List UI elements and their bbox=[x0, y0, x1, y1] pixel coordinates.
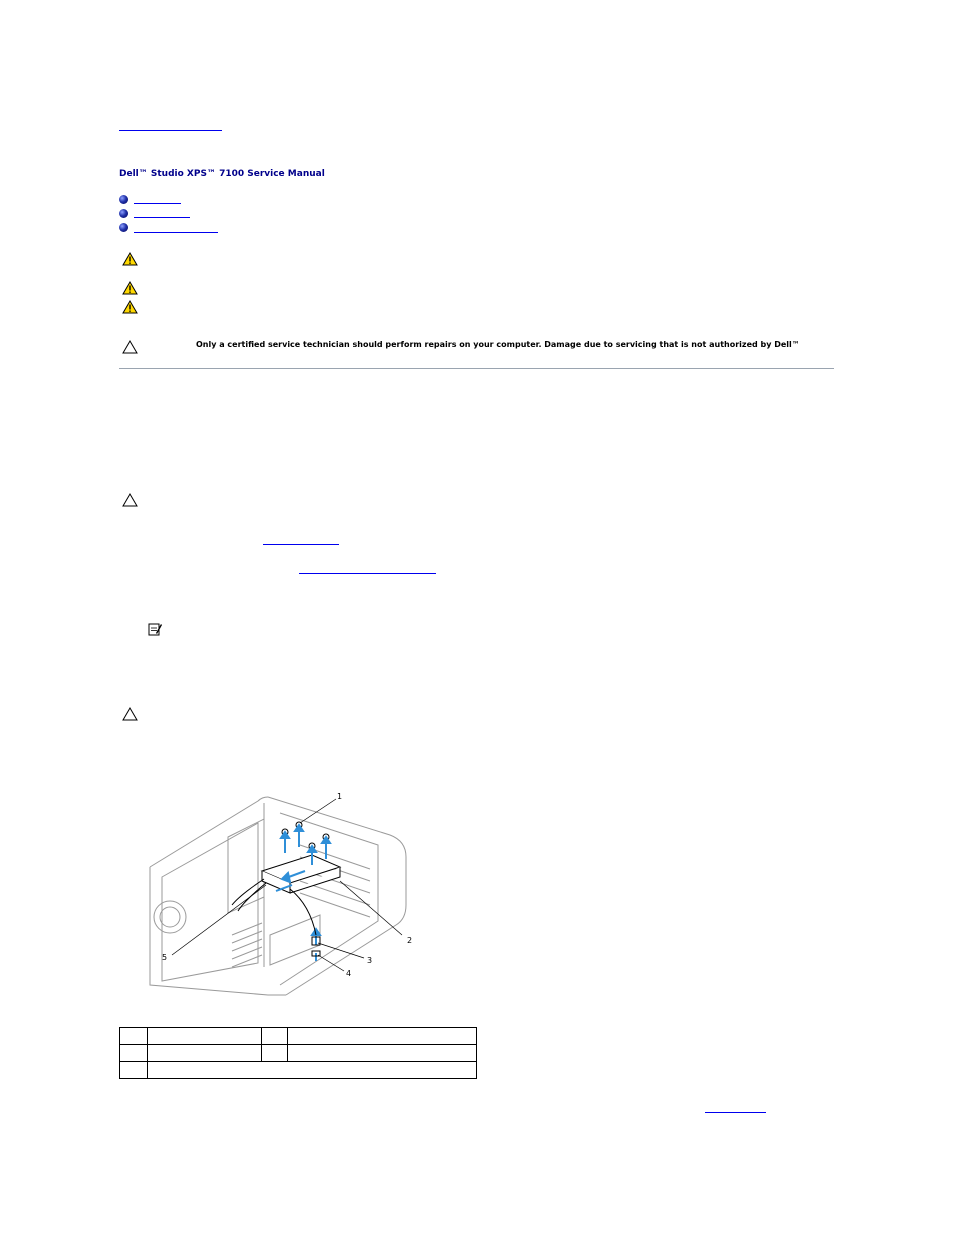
table-row bbox=[120, 1062, 477, 1079]
procedure-link-3[interactable] bbox=[705, 1111, 766, 1113]
back-to-contents-link[interactable] bbox=[119, 129, 222, 131]
bullet-icon bbox=[119, 223, 128, 232]
table-cell bbox=[120, 1062, 148, 1079]
warning-icon bbox=[122, 281, 138, 295]
toc-link-2[interactable] bbox=[134, 216, 190, 218]
caution-icon bbox=[122, 340, 138, 354]
caution-icon bbox=[122, 707, 138, 721]
table-cell bbox=[262, 1028, 288, 1045]
warning-icon bbox=[122, 252, 138, 266]
table-cell bbox=[148, 1028, 262, 1045]
callout-1: 1 bbox=[337, 792, 343, 801]
bullet-icon bbox=[119, 209, 128, 218]
callout-4: 4 bbox=[346, 969, 352, 978]
note-icon bbox=[148, 622, 162, 636]
manual-title: Dell™ Studio XPS™ 7100 Service Manual bbox=[119, 169, 325, 179]
callout-table bbox=[119, 1027, 477, 1079]
table-cell bbox=[120, 1045, 148, 1062]
table-cell bbox=[148, 1045, 262, 1062]
caution-text: Only a certified service technician should perform repairs on your computer. Damage due to servicing that is not authorized by Dell™ bbox=[196, 340, 800, 349]
table-cell bbox=[262, 1045, 288, 1062]
procedure-link-1[interactable] bbox=[263, 543, 339, 545]
toc-link-3[interactable] bbox=[134, 231, 218, 233]
callout-3: 3 bbox=[367, 956, 373, 965]
callout-2: 2 bbox=[407, 936, 413, 945]
callout-5: 5 bbox=[162, 953, 168, 962]
caution-icon bbox=[122, 493, 138, 507]
table-cell bbox=[148, 1062, 477, 1079]
bullet-icon bbox=[119, 195, 128, 204]
warning-icon bbox=[122, 300, 138, 314]
table-cell bbox=[288, 1045, 477, 1062]
table-row bbox=[120, 1045, 477, 1062]
table-row bbox=[120, 1028, 477, 1045]
toc-link-1[interactable] bbox=[134, 202, 181, 204]
table-cell bbox=[288, 1028, 477, 1045]
chassis-illustration bbox=[140, 785, 420, 1000]
procedure-link-2[interactable] bbox=[299, 572, 436, 574]
table-cell bbox=[120, 1028, 148, 1045]
divider bbox=[119, 368, 834, 369]
